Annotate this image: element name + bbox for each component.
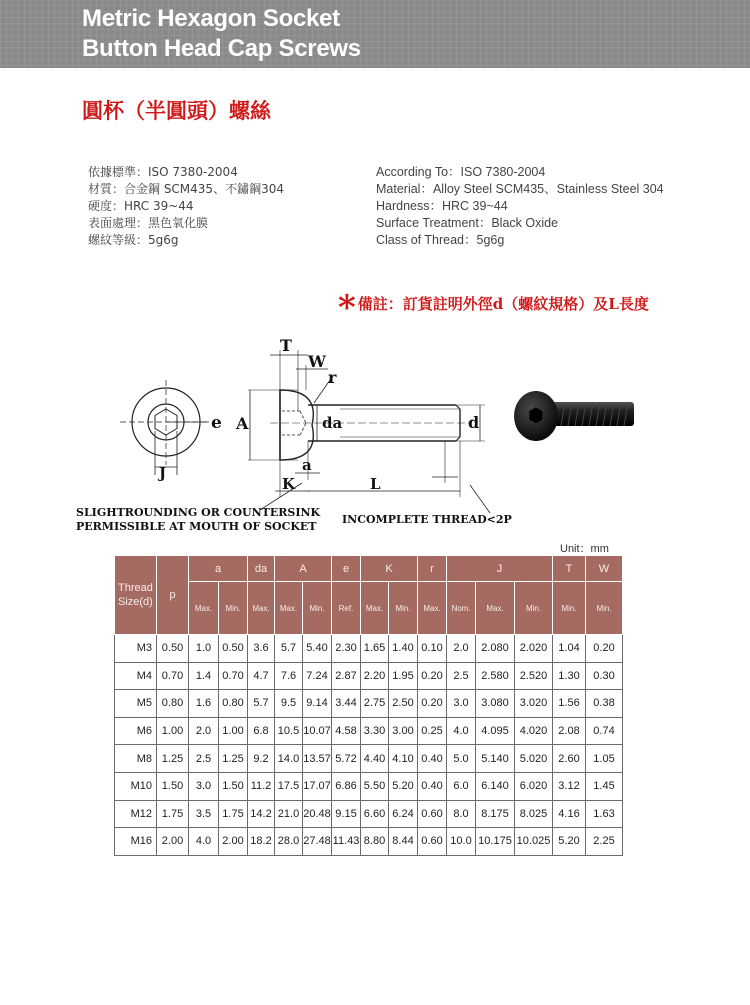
table-cell: 2.5 [189, 745, 219, 773]
table-row [115, 800, 623, 828]
caption-incomplete-thread: INCOMPLETE THREAD<2P [342, 513, 512, 526]
chinese-title: 圓杯（半圓頭）螺絲 [82, 98, 271, 123]
table-cell: 2.020 [515, 635, 553, 663]
table-cell-size: M4 [115, 662, 157, 690]
table-cell: 6.140 [476, 772, 515, 800]
table-cell: 0.10 [418, 635, 447, 663]
table-cell: 4.58 [332, 717, 361, 745]
table-cell: 14.2 [248, 800, 275, 828]
subheader-K-min: Min. [389, 582, 418, 635]
table-cell: 4.10 [389, 745, 418, 773]
label-T: T [280, 336, 292, 355]
spec-cn-surface: 表面處理：黑色氧化膜 [88, 216, 209, 230]
table-cell: 0.60 [418, 828, 447, 856]
table-cell: 27.48 [303, 828, 332, 856]
label-d: d [468, 413, 480, 432]
table-cell: 0.38 [586, 690, 623, 718]
table-cell: 1.6 [189, 690, 219, 718]
page-header [0, 0, 750, 68]
table-cell: 2.080 [476, 635, 515, 663]
table-cell: 1.50 [219, 772, 248, 800]
table-cell: 0.50 [157, 635, 189, 663]
table-cell: 4.020 [515, 717, 553, 745]
caption-socket-2: PERMISSIBLE AT MOUTH OF SOCKET [76, 520, 317, 533]
table-cell: 0.50 [219, 635, 248, 663]
table-cell: 3.080 [476, 690, 515, 718]
table-cell: 6.8 [248, 717, 275, 745]
table-cell: 1.56 [553, 690, 586, 718]
table-cell: 11.43 [332, 828, 361, 856]
header-r: r [418, 556, 447, 582]
table-cell: 13.57 [303, 745, 332, 773]
header-A: A [275, 556, 332, 582]
label-W: W [308, 352, 326, 371]
table-cell: 9.2 [248, 745, 275, 773]
table-cell: 1.00 [157, 717, 189, 745]
table-cell: 6.020 [515, 772, 553, 800]
table-header-row [115, 556, 623, 582]
table-cell: 5.7 [275, 635, 303, 663]
table-cell: 2.60 [553, 745, 586, 773]
table-cell: 6.0 [447, 772, 476, 800]
caption-socket-1: SLIGHTROUNDING OR COUNTERSINK [76, 506, 321, 519]
table-cell: 0.20 [418, 690, 447, 718]
table-cell: 6.60 [361, 800, 389, 828]
table-cell-size: M8 [115, 745, 157, 773]
subheader-A-max: Max. [275, 582, 303, 635]
table-cell: 10.5 [275, 717, 303, 745]
table-cell: 10.0 [447, 828, 476, 856]
table-cell: 2.30 [332, 635, 361, 663]
table-row [115, 690, 623, 718]
table-cell: 1.75 [157, 800, 189, 828]
table-cell: 8.80 [361, 828, 389, 856]
table-cell-size: M5 [115, 690, 157, 718]
table-cell: 4.16 [553, 800, 586, 828]
table-cell-size: M10 [115, 772, 157, 800]
table-row [115, 772, 623, 800]
dimension-table [114, 555, 623, 856]
table-cell: 0.25 [418, 717, 447, 745]
subheader-J-min: Min. [515, 582, 553, 635]
table-cell: 5.020 [515, 745, 553, 773]
table-cell: 1.4 [189, 662, 219, 690]
table-cell: 5.50 [361, 772, 389, 800]
table-cell: 1.45 [586, 772, 623, 800]
table-cell: 11.2 [248, 772, 275, 800]
table-cell: 21.0 [275, 800, 303, 828]
order-note [338, 288, 649, 328]
table-cell: 3.30 [361, 717, 389, 745]
table-cell: 8.0 [447, 800, 476, 828]
note-text: 備註：訂貨註明外徑d（螺紋規格）及L長度 [357, 295, 649, 313]
table-cell: 2.25 [586, 828, 623, 856]
table-cell: 0.40 [418, 745, 447, 773]
spec-cn-hardness: 硬度：HRC 39~44 [88, 199, 194, 213]
header-da: da [248, 556, 275, 582]
label-r: r [328, 368, 337, 387]
header-e: e [332, 556, 361, 582]
table-cell: 28.0 [275, 828, 303, 856]
subheader-da-max: Max. [248, 582, 275, 635]
table-cell: 7.24 [303, 662, 332, 690]
table-cell-size: M12 [115, 800, 157, 828]
table-cell: 6.86 [332, 772, 361, 800]
table-cell: 0.74 [586, 717, 623, 745]
table-subheader-row [115, 582, 623, 635]
table-cell: 2.0 [189, 717, 219, 745]
label-e: e [211, 413, 222, 433]
table-cell: 2.87 [332, 662, 361, 690]
table-cell-size: M6 [115, 717, 157, 745]
table-row [115, 745, 623, 773]
product-photo [512, 386, 637, 446]
table-cell: 2.20 [361, 662, 389, 690]
label-K: K [282, 475, 296, 493]
subheader-r-max: Max. [418, 582, 447, 635]
table-row [115, 635, 623, 663]
unit-label: Unit：mm [560, 543, 609, 555]
table-body [115, 635, 623, 856]
table-cell: 3.00 [389, 717, 418, 745]
table-row [115, 717, 623, 745]
table-cell: 3.44 [332, 690, 361, 718]
header-T: T [553, 556, 586, 582]
table-cell: 2.520 [515, 662, 553, 690]
header-J: J [447, 556, 553, 582]
table-cell: 17.07 [303, 772, 332, 800]
label-a: a [302, 456, 312, 474]
table-cell: 1.40 [389, 635, 418, 663]
table-cell: 5.72 [332, 745, 361, 773]
table-cell: 9.14 [303, 690, 332, 718]
spec-en-standard: According To：ISO 7380-2004 [376, 165, 546, 179]
spec-list-chinese [88, 164, 284, 249]
table-cell: 0.70 [157, 662, 189, 690]
table-cell: 2.0 [447, 635, 476, 663]
table-cell: 0.20 [418, 662, 447, 690]
label-A: A [236, 414, 249, 433]
table-cell: 3.5 [189, 800, 219, 828]
subheader-T-min: Min. [553, 582, 586, 635]
table-cell: 2.75 [361, 690, 389, 718]
spec-en-material: Material：Alloy Steel SCM435、Stainless Steel 304 [376, 182, 664, 196]
table-cell: 5.20 [389, 772, 418, 800]
table-row [115, 828, 623, 856]
table-cell: 1.0 [189, 635, 219, 663]
table-cell: 2.00 [157, 828, 189, 856]
table-cell: 10.175 [476, 828, 515, 856]
table-cell: 5.7 [248, 690, 275, 718]
table-cell: 18.2 [248, 828, 275, 856]
spec-list-english [376, 164, 664, 249]
spec-cn-thread-class: 螺紋等級：5g6g [88, 233, 179, 247]
subheader-a-min: Min. [219, 582, 248, 635]
table-cell: 5.140 [476, 745, 515, 773]
header-title-line1: Metric Hexagon Socket [82, 5, 340, 32]
table-cell-size: M16 [115, 828, 157, 856]
subheader-J-nom: Nom. [447, 582, 476, 635]
table-cell: 2.5 [447, 662, 476, 690]
table-row [115, 662, 623, 690]
header-thread-size: Thread Size(d) [115, 556, 157, 635]
table-cell: 10.07 [303, 717, 332, 745]
table-cell: 10.025 [515, 828, 553, 856]
table-cell: 4.0 [447, 717, 476, 745]
table-cell: 4.095 [476, 717, 515, 745]
table-cell: 2.00 [219, 828, 248, 856]
subheader-K-max: Max. [361, 582, 389, 635]
spec-cn-standard: 依據標準：ISO 7380-2004 [88, 165, 238, 179]
table-cell: 0.40 [418, 772, 447, 800]
table-cell: 3.0 [189, 772, 219, 800]
table-cell: 3.6 [248, 635, 275, 663]
table-cell: 1.65 [361, 635, 389, 663]
table-cell: 20.48 [303, 800, 332, 828]
table-cell: 0.30 [586, 662, 623, 690]
label-da: da [322, 414, 343, 432]
table-cell: 8.175 [476, 800, 515, 828]
table-cell: 1.75 [219, 800, 248, 828]
table-cell: 9.15 [332, 800, 361, 828]
table-cell: 3.12 [553, 772, 586, 800]
table-cell: 5.20 [553, 828, 586, 856]
table-cell: 8.025 [515, 800, 553, 828]
table-cell: 1.05 [586, 745, 623, 773]
table-cell: 17.5 [275, 772, 303, 800]
subheader-W-min: Min. [586, 582, 623, 635]
note-asterisk: * [338, 288, 356, 328]
table-cell: 9.5 [275, 690, 303, 718]
header-K: K [361, 556, 418, 582]
table-cell: 7.6 [275, 662, 303, 690]
table-cell: 0.80 [219, 690, 248, 718]
table-cell: 1.30 [553, 662, 586, 690]
subheader-a-max: Max. [189, 582, 219, 635]
table-cell: 1.25 [157, 745, 189, 773]
header-p: p [157, 556, 189, 635]
subheader-A-min: Min. [303, 582, 332, 635]
spec-cn-material: 材質：合金鋼 SCM435、不鏽鋼304 [88, 182, 284, 196]
table-cell: 3.020 [515, 690, 553, 718]
label-J: J [159, 464, 167, 482]
header-W: W [586, 556, 623, 582]
subheader-J-max: Max. [476, 582, 515, 635]
header-a: a [189, 556, 248, 582]
table-cell: 2.580 [476, 662, 515, 690]
header-title-line2: Button Head Cap Screws [82, 35, 361, 62]
table-cell: 5.40 [303, 635, 332, 663]
table-cell: 4.0 [189, 828, 219, 856]
table-cell: 6.24 [389, 800, 418, 828]
spec-en-surface: Surface Treatment：Black Oxide [376, 216, 559, 230]
table-cell: 4.7 [248, 662, 275, 690]
table-cell: 1.50 [157, 772, 189, 800]
table-cell: 2.50 [389, 690, 418, 718]
table-cell: 0.80 [157, 690, 189, 718]
label-L: L [370, 475, 381, 493]
subheader-e-ref: Ref. [332, 582, 361, 635]
table-cell: 3.0 [447, 690, 476, 718]
table-cell: 1.00 [219, 717, 248, 745]
table-cell-size: M3 [115, 635, 157, 663]
table-cell: 4.40 [361, 745, 389, 773]
table-cell: 5.0 [447, 745, 476, 773]
table-cell: 1.25 [219, 745, 248, 773]
table-cell: 1.95 [389, 662, 418, 690]
spec-en-thread-class: Class of Thread：5g6g [376, 233, 505, 247]
table-cell: 14.0 [275, 745, 303, 773]
table-cell: 0.20 [586, 635, 623, 663]
table-cell: 0.70 [219, 662, 248, 690]
table-cell: 1.63 [586, 800, 623, 828]
table-cell: 1.04 [553, 635, 586, 663]
screw-technical-drawing [70, 335, 520, 535]
table-cell: 8.44 [389, 828, 418, 856]
spec-en-hardness: Hardness：HRC 39~44 [376, 199, 508, 213]
table-cell: 2.08 [553, 717, 586, 745]
table-cell: 0.60 [418, 800, 447, 828]
